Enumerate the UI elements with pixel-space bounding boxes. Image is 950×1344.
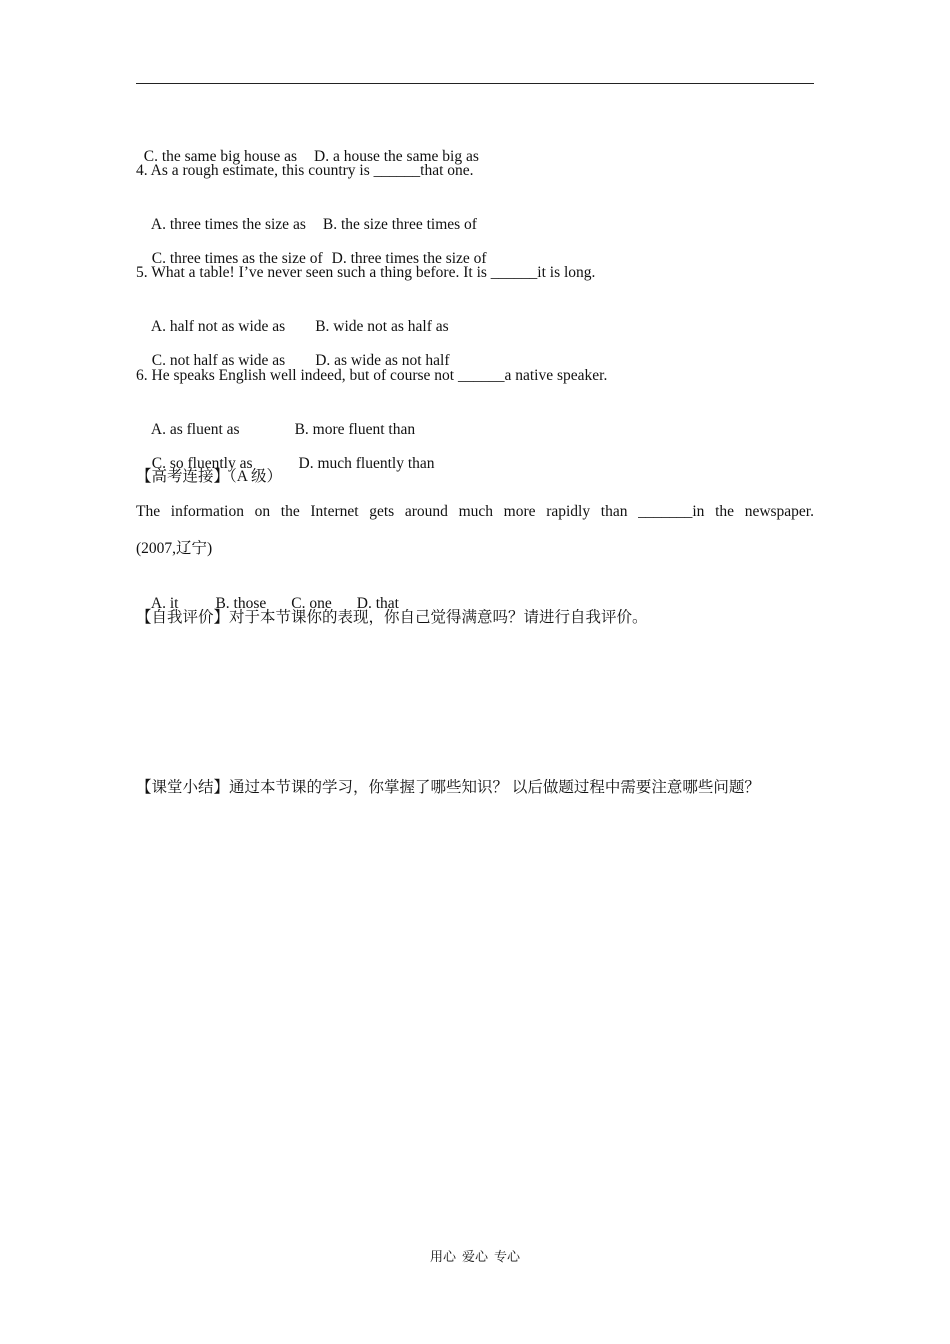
q6-option-c: C. so fluently as	[151, 455, 253, 472]
q5-option-a: A. half not as wide as	[150, 318, 286, 335]
gaokao-option-d: D. that	[356, 595, 399, 612]
gaokao-stem: The information on the Internet gets around much more rapidly than _______in the newspaper.	[136, 503, 814, 520]
class-summary: 【课堂小结】通过本节课的学习，你掌握了哪些知识？ 以后做题过程中需要注意哪些问题？	[136, 779, 760, 796]
page-footer	[0, 1248, 950, 1266]
gaokao-source: (2007,辽宁)	[136, 540, 213, 557]
q5-option-d: D. as wide as not half	[315, 352, 450, 369]
header-rule	[136, 83, 814, 84]
q3-option-c: C. the same big house as	[143, 148, 298, 165]
q6-stem: 6. He speaks English well indeed, but of course not ______a native speaker.	[136, 367, 608, 384]
footer-word-3: 专心	[494, 1249, 521, 1264]
q3-option-d: D. a house the same big as	[314, 148, 479, 165]
q5-stem: 5. What a table! I’ve never seen such a thing before. It is ______it is long.	[136, 264, 596, 281]
q4-option-d: D. three times the size of	[331, 250, 487, 267]
q4-option-b: B. the size three times of	[322, 216, 477, 233]
q6-option-b: B. more fluent than	[294, 421, 416, 438]
gaokao-heading: 【高考连接】（A 级）	[136, 468, 282, 485]
q4-option-a: A. three times the size as	[150, 216, 306, 233]
q5-option-b: B. wide not as half as	[315, 318, 449, 335]
q4-option-c: C. three times as the size of	[151, 250, 323, 267]
gaokao-option-a: A. it	[150, 595, 179, 612]
q5-options-cd	[144, 331, 450, 371]
q5-option-c: C. not half as wide as	[151, 352, 286, 369]
q6-option-d: D. much fluently than	[298, 455, 435, 472]
self-evaluation: 【自我评价】对于本节课你的表现，你自己觉得满意吗？请进行自我评价。	[136, 609, 648, 626]
q6-option-a: A. as fluent as	[150, 421, 240, 438]
footer-word-2: 爱心	[461, 1249, 488, 1264]
gaokao-option-b: B. those	[215, 595, 267, 612]
q4-stem: 4. As a rough estimate, this country is ______that one.	[136, 162, 474, 179]
gaokao-option-c: C. one	[291, 595, 332, 612]
footer-word-1: 用心	[429, 1249, 456, 1264]
